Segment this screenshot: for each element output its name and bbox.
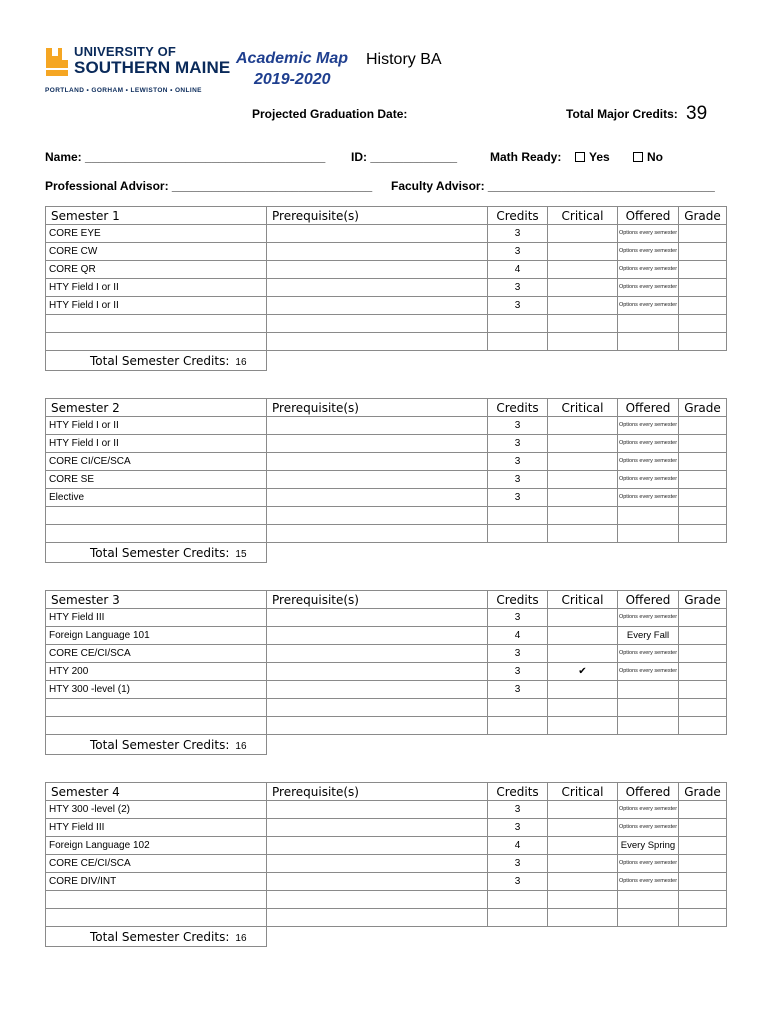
offered-cell xyxy=(618,225,679,243)
table-row xyxy=(46,627,727,645)
critical-header: Critical xyxy=(548,783,618,801)
semester-title: Semester 3 xyxy=(46,591,267,609)
grade-cell[interactable] xyxy=(679,837,727,855)
total-row xyxy=(46,927,727,947)
prerequisite-cell[interactable] xyxy=(267,699,488,717)
grade-cell[interactable] xyxy=(679,891,727,909)
semester-header-row xyxy=(46,207,727,225)
semester-title: Semester 4 xyxy=(46,783,267,801)
critical-cell xyxy=(548,261,618,279)
grade-cell[interactable] xyxy=(679,681,727,699)
prerequisite-cell[interactable] xyxy=(267,681,488,699)
table-row xyxy=(46,243,727,261)
credits-cell: 3 xyxy=(488,471,548,489)
offered-text: Options every semester xyxy=(618,494,678,500)
grade-header: Grade xyxy=(679,591,727,609)
critical-cell xyxy=(548,297,618,315)
offered-cell xyxy=(618,297,679,315)
offered-header: Offered xyxy=(618,207,679,225)
credits-cell xyxy=(488,507,548,525)
prerequisite-cell[interactable] xyxy=(267,453,488,471)
critical-cell xyxy=(548,279,618,297)
critical-cell xyxy=(548,855,618,873)
critical-cell xyxy=(548,489,618,507)
critical-cell xyxy=(548,681,618,699)
offered-cell xyxy=(618,525,679,543)
credits-cell: 3 xyxy=(488,801,548,819)
critical-cell xyxy=(548,909,618,927)
grade-cell[interactable] xyxy=(679,645,727,663)
table-row xyxy=(46,507,727,525)
critical-cell xyxy=(548,717,618,735)
grade-header: Grade xyxy=(679,783,727,801)
course-cell: HTY Field III xyxy=(46,819,267,837)
critical-cell xyxy=(548,471,618,489)
semester-table xyxy=(45,206,727,371)
course-cell xyxy=(46,891,267,909)
total-semester-credits-label: Total Semester Credits: xyxy=(90,545,230,560)
offered-cell xyxy=(618,417,679,435)
offered-cell xyxy=(618,243,679,261)
offered-header: Offered xyxy=(618,783,679,801)
credits-cell: 3 xyxy=(488,435,548,453)
prerequisite-cell[interactable] xyxy=(267,435,488,453)
table-row xyxy=(46,453,727,471)
total-row xyxy=(46,735,727,755)
no-checkbox[interactable] xyxy=(633,152,643,162)
critical-cell xyxy=(548,225,618,243)
prerequisite-cell[interactable] xyxy=(267,717,488,735)
critical-cell xyxy=(548,315,618,333)
critical-cell xyxy=(548,837,618,855)
credits-cell: 3 xyxy=(488,243,548,261)
semester-table xyxy=(45,398,727,563)
table-row xyxy=(46,279,727,297)
offered-cell xyxy=(618,819,679,837)
offered-cell xyxy=(618,837,679,855)
credits-header: Credits xyxy=(488,399,548,417)
credits-cell: 3 xyxy=(488,855,548,873)
semester-table xyxy=(45,590,727,755)
offered-cell xyxy=(618,717,679,735)
grade-cell[interactable] xyxy=(679,315,727,333)
critical-cell xyxy=(548,819,618,837)
total-row xyxy=(46,543,727,563)
offered-cell xyxy=(618,609,679,627)
grade-header: Grade xyxy=(679,399,727,417)
offered-cell xyxy=(618,663,679,681)
course-cell: HTY Field I or II xyxy=(46,297,267,315)
credits-cell xyxy=(488,891,548,909)
grade-cell[interactable] xyxy=(679,609,727,627)
offered-cell xyxy=(618,261,679,279)
logo-campuses: PORTLAND • GORHAM • LEWISTON • ONLINE xyxy=(45,87,202,94)
yes-label: Yes xyxy=(589,150,610,164)
offered-cell xyxy=(618,507,679,525)
credits-header: Credits xyxy=(488,207,548,225)
offered-text: Options every semester xyxy=(618,824,678,830)
table-row xyxy=(46,699,727,717)
prerequisite-header: Prerequisite(s) xyxy=(267,591,488,609)
grade-cell[interactable] xyxy=(679,855,727,873)
grade-cell[interactable] xyxy=(679,489,727,507)
offered-cell xyxy=(618,471,679,489)
course-cell: HTY 300 -level (2) xyxy=(46,801,267,819)
usm-logo xyxy=(44,44,244,100)
prerequisite-cell[interactable] xyxy=(267,489,488,507)
critical-cell xyxy=(548,417,618,435)
offered-text: Options every semester xyxy=(618,284,678,290)
prerequisite-cell[interactable] xyxy=(267,663,488,681)
offered-cell xyxy=(618,681,679,699)
table-row xyxy=(46,909,727,927)
critical-cell xyxy=(548,627,618,645)
total-cell xyxy=(46,351,267,371)
total-cell xyxy=(46,927,267,947)
total-semester-credits-value: 16 xyxy=(235,740,247,752)
prerequisite-cell[interactable] xyxy=(267,315,488,333)
prerequisite-cell[interactable] xyxy=(267,243,488,261)
prerequisite-cell[interactable] xyxy=(267,279,488,297)
offered-text: Options every semester xyxy=(618,614,678,620)
credits-cell: 3 xyxy=(488,609,548,627)
logo-line-2: SOUTHERN MAINE xyxy=(74,58,231,77)
offered-cell xyxy=(618,315,679,333)
offered-cell xyxy=(618,627,679,645)
credits-cell xyxy=(488,525,548,543)
grade-cell[interactable] xyxy=(679,417,727,435)
offered-text: Options every semester xyxy=(618,458,678,464)
grade-header: Grade xyxy=(679,207,727,225)
offered-cell xyxy=(618,801,679,819)
math-ready-yes-option[interactable] xyxy=(575,150,610,164)
grade-cell[interactable] xyxy=(679,333,727,351)
course-cell: Elective xyxy=(46,489,267,507)
table-row xyxy=(46,801,727,819)
total-row xyxy=(46,351,727,371)
course-cell: CORE SE xyxy=(46,471,267,489)
critical-cell xyxy=(548,801,618,819)
critical-cell xyxy=(548,699,618,717)
grade-cell[interactable] xyxy=(679,717,727,735)
logo-line-1: UNIVERSITY OF xyxy=(74,44,177,59)
critical-cell: ✔ xyxy=(548,663,618,681)
table-row xyxy=(46,225,727,243)
semester-header-row xyxy=(46,591,727,609)
table-row xyxy=(46,663,727,681)
course-cell: Foreign Language 102 xyxy=(46,837,267,855)
table-row xyxy=(46,417,727,435)
offered-text: Options every semester xyxy=(618,422,678,428)
credits-cell xyxy=(488,909,548,927)
table-row xyxy=(46,681,727,699)
offered-text: Every Fall xyxy=(626,630,670,641)
credits-cell: 3 xyxy=(488,873,548,891)
critical-header: Critical xyxy=(548,399,618,417)
prerequisite-cell[interactable] xyxy=(267,261,488,279)
prerequisite-cell[interactable] xyxy=(267,819,488,837)
critical-cell xyxy=(548,453,618,471)
prerequisite-cell[interactable] xyxy=(267,837,488,855)
offered-cell xyxy=(618,279,679,297)
course-cell: HTY 200 xyxy=(46,663,267,681)
course-cell: CORE EYE xyxy=(46,225,267,243)
course-cell xyxy=(46,507,267,525)
prerequisite-cell[interactable] xyxy=(267,225,488,243)
semester-header-row xyxy=(46,399,727,417)
credits-cell: 3 xyxy=(488,279,548,297)
grade-cell[interactable] xyxy=(679,873,727,891)
semester-table xyxy=(45,782,727,947)
offered-cell xyxy=(618,873,679,891)
prerequisite-cell[interactable] xyxy=(267,891,488,909)
critical-cell xyxy=(548,891,618,909)
table-row xyxy=(46,609,727,627)
projected-graduation-label: Projected Graduation Date: xyxy=(252,107,408,121)
offered-cell xyxy=(618,435,679,453)
course-cell xyxy=(46,717,267,735)
credits-cell: 3 xyxy=(488,819,548,837)
offered-text: Options every semester xyxy=(618,878,678,884)
credits-cell: 3 xyxy=(488,417,548,435)
credits-cell: 4 xyxy=(488,837,548,855)
offered-header: Offered xyxy=(618,591,679,609)
critical-cell xyxy=(548,507,618,525)
grade-cell[interactable] xyxy=(679,435,727,453)
credits-cell: 3 xyxy=(488,297,548,315)
credits-cell: 3 xyxy=(488,645,548,663)
critical-cell xyxy=(548,525,618,543)
professional-advisor-field[interactable]: Professional Advisor: ______________________________ xyxy=(45,179,373,193)
course-cell: HTY Field I or II xyxy=(46,417,267,435)
credits-cell: 3 xyxy=(488,225,548,243)
offered-cell xyxy=(618,909,679,927)
course-cell xyxy=(46,699,267,717)
prerequisite-header: Prerequisite(s) xyxy=(267,207,488,225)
offered-text: Options every semester xyxy=(618,248,678,254)
course-cell xyxy=(46,909,267,927)
math-ready-no-option[interactable] xyxy=(633,150,663,164)
offered-cell xyxy=(618,453,679,471)
semester-title: Semester 2 xyxy=(46,399,267,417)
offered-text: Options every semester xyxy=(618,302,678,308)
offered-cell xyxy=(618,489,679,507)
critical-cell xyxy=(548,873,618,891)
course-cell xyxy=(46,315,267,333)
table-row xyxy=(46,333,727,351)
table-row xyxy=(46,855,727,873)
offered-text: Options every semester xyxy=(618,860,678,866)
semester-title: Semester 1 xyxy=(46,207,267,225)
table-row xyxy=(46,435,727,453)
total-semester-credits-label: Total Semester Credits: xyxy=(90,929,230,944)
table-row xyxy=(46,297,727,315)
grade-cell[interactable] xyxy=(679,525,727,543)
credits-header: Credits xyxy=(488,783,548,801)
grade-cell[interactable] xyxy=(679,279,727,297)
critical-cell xyxy=(548,435,618,453)
grade-cell[interactable] xyxy=(679,699,727,717)
course-cell: CORE CE/CI/SCA xyxy=(46,855,267,873)
course-cell: HTY 300 -level (1) xyxy=(46,681,267,699)
academic-year: 2019-2020 xyxy=(254,71,331,88)
grade-cell[interactable] xyxy=(679,453,727,471)
credits-header: Credits xyxy=(488,591,548,609)
critical-cell xyxy=(548,333,618,351)
course-cell xyxy=(46,333,267,351)
course-cell: Foreign Language 101 xyxy=(46,627,267,645)
name-field[interactable]: Name: ____________________________________ xyxy=(45,150,326,164)
offered-cell xyxy=(618,645,679,663)
offered-text: Options every semester xyxy=(618,440,678,446)
offered-text: Options every semester xyxy=(618,266,678,272)
grade-cell[interactable] xyxy=(679,297,727,315)
prerequisite-cell[interactable] xyxy=(267,417,488,435)
critical-header: Critical xyxy=(548,207,618,225)
credits-cell: 3 xyxy=(488,681,548,699)
prerequisite-cell[interactable] xyxy=(267,507,488,525)
yes-checkbox[interactable] xyxy=(575,152,585,162)
grade-cell[interactable] xyxy=(679,801,727,819)
total-semester-credits-value: 15 xyxy=(235,548,247,560)
table-row xyxy=(46,717,727,735)
grade-cell[interactable] xyxy=(679,507,727,525)
table-row xyxy=(46,489,727,507)
total-major-credits-label: Total Major Credits: xyxy=(566,107,678,121)
course-cell: CORE CE/CI/SCA xyxy=(46,645,267,663)
offered-text: Options every semester xyxy=(618,650,678,656)
credits-cell: 4 xyxy=(488,261,548,279)
table-row xyxy=(46,873,727,891)
credits-cell xyxy=(488,315,548,333)
prerequisite-cell[interactable] xyxy=(267,297,488,315)
program-name: History BA xyxy=(366,51,442,68)
grade-cell[interactable] xyxy=(679,819,727,837)
total-major-credits-value: 39 xyxy=(686,103,708,124)
prerequisite-cell[interactable] xyxy=(267,471,488,489)
total-semester-credits-label: Total Semester Credits: xyxy=(90,737,230,752)
id-field[interactable]: ID: _____________ xyxy=(351,150,458,164)
course-cell: HTY Field III xyxy=(46,609,267,627)
critical-cell xyxy=(548,609,618,627)
critical-header: Critical xyxy=(548,591,618,609)
grade-cell[interactable] xyxy=(679,909,727,927)
grade-cell[interactable] xyxy=(679,663,727,681)
offered-cell xyxy=(618,855,679,873)
table-row xyxy=(46,891,727,909)
table-row xyxy=(46,471,727,489)
prerequisite-cell[interactable] xyxy=(267,609,488,627)
prerequisite-cell[interactable] xyxy=(267,873,488,891)
prerequisite-cell[interactable] xyxy=(267,855,488,873)
total-semester-credits-value: 16 xyxy=(235,932,247,944)
credits-cell xyxy=(488,717,548,735)
grade-cell[interactable] xyxy=(679,243,727,261)
course-cell: CORE QR xyxy=(46,261,267,279)
no-label: No xyxy=(647,150,663,164)
credits-cell: 4 xyxy=(488,627,548,645)
offered-text: Options every semester xyxy=(618,668,678,674)
table-row xyxy=(46,645,727,663)
critical-cell xyxy=(548,645,618,663)
offered-cell xyxy=(618,699,679,717)
grade-cell[interactable] xyxy=(679,225,727,243)
prerequisite-cell[interactable] xyxy=(267,909,488,927)
credits-cell xyxy=(488,699,548,717)
table-row xyxy=(46,819,727,837)
critical-cell xyxy=(548,243,618,261)
credits-cell: 3 xyxy=(488,489,548,507)
offered-cell xyxy=(618,333,679,351)
course-cell: CORE DIV/INT xyxy=(46,873,267,891)
course-cell: HTY Field I or II xyxy=(46,279,267,297)
prerequisite-cell[interactable] xyxy=(267,801,488,819)
prerequisite-cell[interactable] xyxy=(267,627,488,645)
faculty-advisor-field[interactable]: Faculty Advisor: __________________________________ xyxy=(391,179,715,193)
prerequisite-cell[interactable] xyxy=(267,333,488,351)
offered-header: Offered xyxy=(618,399,679,417)
total-semester-credits-label: Total Semester Credits: xyxy=(90,353,230,368)
table-row xyxy=(46,525,727,543)
prerequisite-header: Prerequisite(s) xyxy=(267,783,488,801)
offered-text: Every Spring xyxy=(620,840,676,851)
course-cell: HTY Field I or II xyxy=(46,435,267,453)
math-ready-label: Math Ready: xyxy=(490,150,562,164)
prerequisite-header: Prerequisite(s) xyxy=(267,399,488,417)
prerequisite-cell[interactable] xyxy=(267,645,488,663)
page-title: Academic Map xyxy=(236,50,349,67)
total-cell xyxy=(46,735,267,755)
credits-cell xyxy=(488,333,548,351)
offered-text: Options every semester xyxy=(618,230,678,236)
course-cell: CORE CW xyxy=(46,243,267,261)
table-row xyxy=(46,315,727,333)
course-cell: CORE CI/CE/SCA xyxy=(46,453,267,471)
total-semester-credits-value: 16 xyxy=(235,356,247,368)
offered-text: Options every semester xyxy=(618,806,678,812)
grade-cell[interactable] xyxy=(679,261,727,279)
semester-header-row xyxy=(46,783,727,801)
total-cell xyxy=(46,543,267,563)
table-row xyxy=(46,261,727,279)
credits-cell: 3 xyxy=(488,453,548,471)
grade-cell[interactable] xyxy=(679,627,727,645)
lighthouse-logo-icon xyxy=(44,46,70,80)
table-row xyxy=(46,837,727,855)
offered-cell xyxy=(618,891,679,909)
course-cell xyxy=(46,525,267,543)
credits-cell: 3 xyxy=(488,663,548,681)
prerequisite-cell[interactable] xyxy=(267,525,488,543)
grade-cell[interactable] xyxy=(679,471,727,489)
offered-text: Options every semester xyxy=(618,476,678,482)
